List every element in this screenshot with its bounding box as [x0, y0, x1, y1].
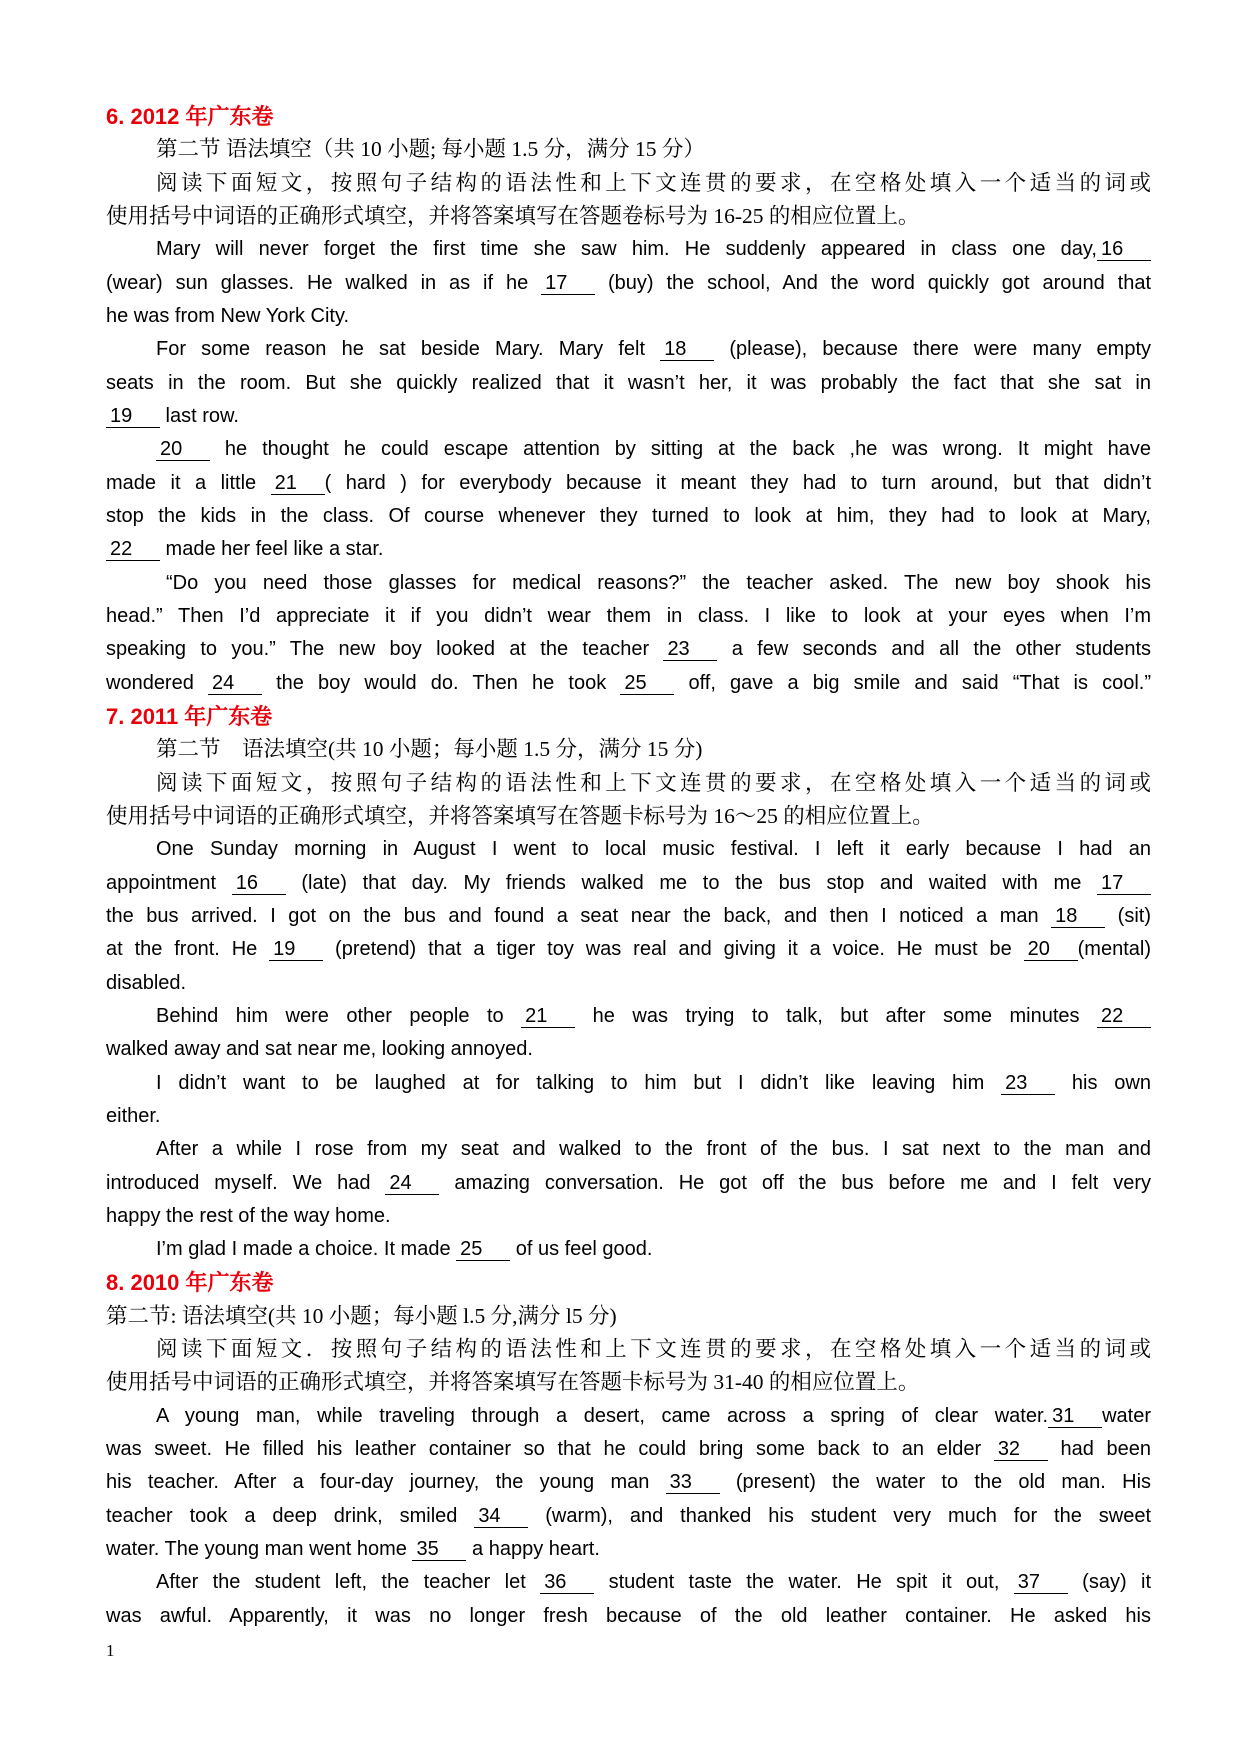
text-run: made it a little — [106, 471, 271, 494]
text-run: ( hard ) for everybody because it meant they had to turn around, but that didn’t — [324, 471, 1152, 494]
passage-line — [106, 1067, 1151, 1100]
passage-line — [106, 1033, 1151, 1066]
answer-blank: 25 — [456, 1238, 510, 1261]
section-heading: 8. 2010 年广东卷 — [106, 1270, 274, 1296]
answer-blank: 32 — [994, 1438, 1048, 1461]
text-run: seats in the room. But she quickly realized that it wasn’t her, it was probably the fact that she sat in — [106, 371, 1151, 394]
text-run: (warm), and thanked his student very much for the sweet — [528, 1504, 1151, 1527]
passage-line — [106, 867, 1151, 900]
text-run: (say) it — [1067, 1571, 1152, 1594]
text-run: Behind him were other people to — [156, 1004, 522, 1027]
answer-blank: 23 — [663, 638, 717, 661]
question-section — [106, 700, 1151, 1267]
answer-blank: 21 — [521, 1005, 575, 1028]
text-run: I didn’t want to be laughed at for talking to him but I didn’t like leaving him — [156, 1071, 1002, 1094]
text-run: his teacher. After a four-day journey, the young man — [106, 1471, 666, 1494]
question-section — [106, 100, 1151, 700]
text-run: (sit) — [1105, 904, 1151, 927]
answer-blank: 35 — [412, 1538, 466, 1561]
document-body — [106, 100, 1151, 1633]
passage-line — [106, 1100, 1151, 1133]
passage-paragraph — [106, 1000, 1151, 1067]
text-run: (mental) — [1077, 938, 1151, 961]
answer-blank: 16 — [1097, 238, 1151, 261]
instructions-paragraph — [106, 1333, 1151, 1400]
text-run: his own — [1055, 1071, 1151, 1094]
passage-line — [106, 533, 1151, 566]
passage-paragraph — [106, 233, 1151, 333]
text-run: (buy) the school, And the word quickly got around that — [595, 271, 1151, 294]
instruction-line: 使用括号中词语的正确形式填空，并将答案填写在答题卷标号为 16-25 的相应位置上。 — [106, 203, 920, 228]
section-heading: 6. 2012 年广东卷 — [106, 104, 274, 129]
text-run: water — [1102, 1404, 1151, 1427]
passage-line — [106, 933, 1151, 966]
section-subheading: 第二节: 语法填空(共 10 小题；每小题 l.5 分,满分 l5 分) — [106, 1303, 617, 1328]
text-run: the boy would do. Then he took — [261, 671, 621, 694]
answer-blank: 25 — [620, 672, 674, 695]
text-run: disabled. — [106, 971, 187, 994]
passage-line — [106, 433, 1151, 466]
text-run: head.” Then I’d appreciate it if you didn’t wear them in class. I like to look at your eyes when I’m — [106, 604, 1151, 627]
instruction-line: 使用括号中词语的正确形式填空，并将答案填写在答题卡标号为 31-40 的相应位置上。 — [106, 1370, 920, 1395]
passage-line — [106, 367, 1151, 400]
answer-blank: 16 — [232, 872, 286, 895]
text-run: (present) the water to the old man. His — [719, 1471, 1152, 1494]
answer-blank: 24 — [208, 672, 262, 695]
passage-paragraph — [106, 1233, 1151, 1266]
text-run: he was from New York City. — [106, 304, 350, 327]
section-subheading: 第二节 语法填空（共 10 小题; 每小题 1.5 分，满分 15 分） — [156, 137, 705, 162]
answer-blank: 24 — [385, 1172, 439, 1195]
text-run: was sweet. He filled his leather container so that he could bring some back to an elder — [106, 1438, 994, 1461]
passage-line — [106, 967, 1151, 1000]
answer-blank: 34 — [474, 1505, 528, 1528]
answer-blank: 18 — [1051, 905, 1105, 928]
text-run: (pretend) that a tiger toy was real and giving it a voice. He must be — [323, 938, 1024, 961]
passage-line — [106, 833, 1151, 866]
text-run: either. — [106, 1104, 161, 1127]
page-number: 1 — [106, 1641, 115, 1660]
answer-blank: 19 — [269, 938, 323, 961]
passage-line — [106, 1466, 1151, 1499]
text-run: the bus arrived. I got on the bus and found a seat near the back, and then I noticed a man — [106, 904, 1052, 927]
text-run: (wear) sun glasses. He walked in as if he — [106, 271, 542, 294]
text-run: stop the kids in the class. Of course whenever they turned to look at him, they had to look at Mary, — [106, 504, 1151, 527]
passage-line — [106, 1133, 1151, 1166]
text-run: amazing conversation. He got off the bus before me and I felt very — [439, 1171, 1151, 1194]
text-run: introduced myself. We had — [106, 1171, 386, 1194]
section-heading: 7. 2011 年广东卷 — [106, 703, 273, 729]
text-run: last row. — [160, 404, 239, 427]
text-run: was awful. Apparently, it was no longer fresh because of the old leather container. He asked his — [106, 1604, 1151, 1627]
text-run: water. The young man went home — [106, 1538, 413, 1561]
passage-line — [106, 633, 1151, 666]
question-section — [106, 1266, 1151, 1633]
text-run: a few seconds and all the other students — [717, 638, 1151, 661]
passage-line — [106, 1000, 1151, 1033]
instruction-line: 阅读下面短文，按照句子结构的语法性和上下文连贯的要求，在空格处填入一个适当的词或 — [156, 170, 1151, 195]
text-run: One Sunday morning in August I went to local music festival. I left it early because I had an — [156, 838, 1151, 861]
passage-paragraph — [106, 1400, 1151, 1567]
instructions-paragraph — [106, 167, 1151, 234]
answer-blank: 18 — [660, 338, 714, 361]
instruction-line: 使用括号中词语的正确形式填空，并将答案填写在答题卡标号为 16～25 的相应位置上。 — [106, 803, 934, 828]
answer-blank: 20 — [156, 438, 210, 461]
passage-line — [106, 1167, 1151, 1200]
answer-blank: 33 — [666, 1471, 720, 1494]
passage-line — [106, 1533, 1151, 1566]
text-run: teacher took a deep drink, smiled — [106, 1504, 475, 1527]
text-run: wondered — [106, 671, 208, 694]
passage-paragraph — [106, 833, 1151, 1000]
text-run: “Do you need those glasses for medical reasons?” the teacher asked. The new boy shook his — [166, 571, 1151, 594]
passage-line — [106, 1400, 1151, 1433]
text-run: speaking to you.” The new boy looked at the teacher — [106, 638, 664, 661]
passage-line — [106, 400, 1151, 433]
passage-line — [106, 1566, 1151, 1599]
text-run: appointment — [106, 871, 232, 894]
text-run: After the student left, the teacher let — [156, 1571, 541, 1594]
text-run: walked away and sat near me, looking annoyed. — [106, 1038, 533, 1061]
text-run: at the front. He — [106, 938, 270, 961]
text-run: off, gave a big smile and said “That is cool.” — [674, 671, 1151, 694]
text-run: For some reason he sat beside Mary. Mary felt — [156, 338, 661, 361]
answer-blank: 19 — [106, 405, 160, 428]
passage-line — [106, 667, 1151, 700]
text-run: of us feel good. — [510, 1238, 653, 1261]
passage-line — [106, 500, 1151, 533]
text-run: he was trying to talk, but after some minutes — [575, 1004, 1097, 1027]
passage-paragraph — [106, 333, 1151, 433]
text-run: made her feel like a star. — [160, 538, 384, 561]
instruction-line: 阅读下面短文．按照句子结构的语法性和上下文连贯的要求，在空格处填入一个适当的词或 — [156, 1337, 1151, 1362]
instructions-paragraph — [106, 767, 1151, 834]
answer-blank: 17 — [541, 272, 595, 295]
answer-blank: 22 — [106, 538, 160, 561]
text-run: he thought he could escape attention by sitting at the back ,he was wrong. It might have — [210, 438, 1151, 461]
passage-paragraph — [106, 567, 1151, 700]
answer-blank: 17 — [1097, 872, 1151, 895]
instruction-line: 阅读下面短文，按照句子结构的语法性和上下文连贯的要求，在空格处填入一个适当的词或 — [156, 770, 1151, 795]
text-run: (late) that day. My friends walked me to the bus stop and waited with me — [285, 871, 1097, 894]
answer-blank: 22 — [1097, 1005, 1151, 1028]
text-run: happy the rest of the way home. — [106, 1204, 391, 1227]
text-run: a happy heart. — [466, 1538, 600, 1561]
answer-blank: 21 — [271, 472, 325, 495]
passage-line — [106, 467, 1151, 500]
passage-line — [106, 600, 1151, 633]
text-run: student taste the water. He spit it out, — [594, 1571, 1014, 1594]
passage-line — [106, 300, 1151, 333]
answer-blank: 23 — [1001, 1072, 1055, 1095]
answer-blank: 31 — [1048, 1405, 1102, 1428]
section-subheading: 第二节 语法填空(共 10 小题；每小题 1.5 分，满分 15 分) — [156, 737, 703, 762]
passage-line — [106, 1500, 1151, 1533]
answer-blank: 37 — [1014, 1571, 1068, 1594]
passage-paragraph — [106, 1133, 1151, 1233]
text-run: After a while I rose from my seat and walked to the front of the bus. I sat next to the man and — [156, 1138, 1151, 1161]
answer-blank: 36 — [540, 1571, 594, 1594]
passage-line — [106, 233, 1151, 266]
passage-line — [106, 1200, 1151, 1233]
passage-paragraph — [106, 1566, 1151, 1633]
text-run: Mary will never forget the first time she saw him. He suddenly appeared in class one day, — [156, 238, 1097, 261]
passage-paragraph — [106, 433, 1151, 566]
passage-line — [106, 900, 1151, 933]
passage-line — [106, 333, 1151, 366]
text-run: had been — [1047, 1438, 1151, 1461]
passage-line — [106, 1433, 1151, 1466]
passage-line — [106, 567, 1151, 600]
passage-paragraph — [106, 1067, 1151, 1134]
text-run: A young man, while traveling through a desert, came across a spring of clear water. — [156, 1404, 1049, 1427]
passage-line — [106, 267, 1151, 300]
text-run: I’m glad I made a choice. It made — [156, 1238, 457, 1261]
text-run: (please), because there were many empty — [714, 338, 1151, 361]
answer-blank: 20 — [1024, 938, 1078, 961]
passage-line — [106, 1600, 1151, 1633]
passage-line — [106, 1233, 1151, 1266]
